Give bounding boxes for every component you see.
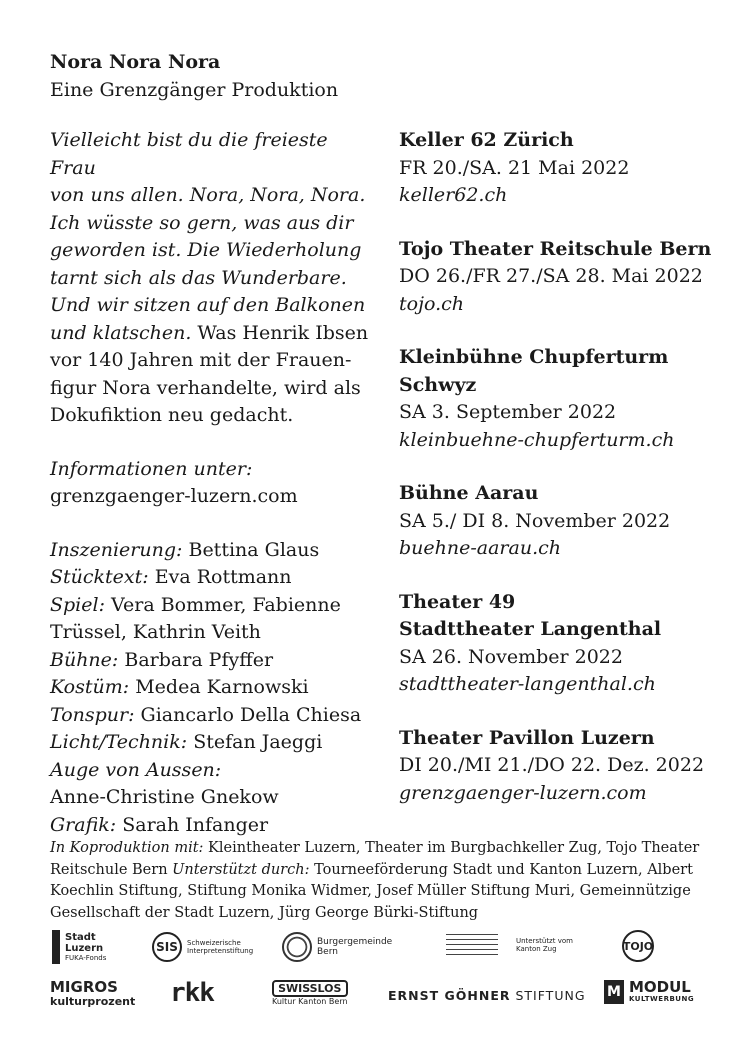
description-text: Dokufiktion neu gedacht.	[50, 404, 294, 426]
credit-role: Spiel:	[50, 593, 105, 616]
logo-text: KULTWERBUNG	[629, 995, 695, 1003]
quote-line: Vielleicht bist du die freieste Frau	[50, 129, 328, 179]
logo-text: rkk	[170, 978, 214, 1008]
credit-name: Vera Bommer, Fabienne	[104, 593, 341, 616]
credits-list	[50, 537, 370, 840]
coproduction-label: In Koproduktion mit:	[50, 840, 204, 856]
quote-line: Und wir sitzen auf den Balkonen	[50, 294, 366, 316]
venue-dates: SA 3. September 2022	[399, 401, 617, 423]
modul-logo	[604, 980, 694, 1004]
venue-list	[399, 127, 729, 833]
left-column	[50, 127, 370, 839]
quote-line: Ich wüsste so gern, was aus dir	[50, 211, 354, 234]
credit-line	[50, 702, 370, 730]
credit-role: Grafik:	[50, 813, 117, 836]
support-partners: Tourneeförderung Stadt und Kanton Luzern, Albert Koechlin Stiftung, Stiftung Monika Widmer, Josef Müller Stiftung Muri, Gemeinnützige Gesellschaft der Stadt Luzern, Jürg George Bürki-Stiftung	[50, 861, 693, 921]
venue-dates: DO 26./FR 27./SA 28. Mai 2022	[399, 265, 703, 287]
venue-name: Kleinbühne Chupferturm	[399, 346, 669, 368]
info-block	[50, 456, 370, 511]
sis-icon: SIS	[152, 932, 182, 962]
info-label: Informationen unter:	[50, 457, 253, 480]
credit-name: Bettina Glaus	[182, 538, 320, 561]
credit-role: Auge von Aussen:	[50, 758, 222, 781]
credit-line	[50, 812, 370, 840]
coproduction-partners: Kleintheater Luzern, Theater im Burgbachkeller Zug, Tojo Theater Reitschule Bern	[50, 840, 700, 878]
venue-url[interactable]: tojo.ch	[399, 292, 464, 315]
venue-url[interactable]: keller62.ch	[399, 184, 508, 206]
logo-text: Burgergemeinde	[317, 937, 393, 947]
stadt-luzern-icon	[52, 930, 60, 964]
credit-line	[50, 592, 370, 620]
info-url[interactable]: grenzgaenger-luzern.com	[50, 485, 298, 507]
quote-line: und klatschen.	[50, 321, 192, 344]
credit-role: Kostüm:	[50, 676, 130, 698]
tojo-logo	[622, 930, 654, 962]
logo-text: Schweizerische	[187, 939, 241, 947]
ernst-goehner-logo	[388, 988, 586, 1003]
credit-name: Barbara Pfyffer	[118, 648, 274, 671]
venue-name: Keller 62 Zürich	[399, 129, 574, 151]
venue-name: Stadttheater Langenthal	[399, 618, 662, 640]
venue-dates: SA 26. November 2022	[399, 645, 623, 668]
quote-line: tarnt sich als das Wunderbare.	[50, 266, 347, 289]
venue-name: Theater 49	[399, 590, 516, 613]
logo-text: MIGROS	[50, 978, 118, 996]
description-text: figur Nora verhandelte, wird als	[50, 376, 361, 399]
burgergemeinde-seal-icon	[282, 932, 312, 962]
credit-name: Medea Karnowski	[129, 676, 309, 698]
logo-text: Bern	[317, 947, 338, 957]
venue-entry	[399, 589, 729, 699]
quote-line: geworden ist. Die Wiederholung	[50, 239, 362, 261]
venue-entry	[399, 725, 729, 808]
logo-text: Unterstützt vom	[516, 937, 573, 945]
logo-text: ERNST GÖHNER	[388, 988, 511, 1003]
credit-name: Giancarlo Della Chiesa	[134, 703, 362, 726]
venue-entry	[399, 127, 729, 210]
logo-text: SWISSLOS	[272, 980, 348, 997]
venue-entry	[399, 480, 729, 563]
credit-role: Stücktext:	[50, 566, 149, 588]
venue-dates: DI 20./MI 21./DO 22. Dez. 2022	[399, 754, 705, 776]
swisslos-logo	[272, 980, 348, 1007]
credit-line	[50, 729, 370, 757]
credit-name: Anne-Christine Gnekow	[50, 786, 279, 808]
venue-name: Schwyz	[399, 373, 477, 396]
venue-dates: SA 5./ DI 8. November 2022	[399, 509, 671, 532]
logo-text: FUKA-Fonds	[65, 954, 107, 962]
quote-line: von uns allen. Nora, Nora, Nora.	[50, 184, 366, 206]
venue-name: Tojo Theater Reitschule Bern	[399, 237, 712, 260]
credit-name: Trüssel, Kathrin Veith	[50, 621, 261, 643]
logo-text: Kanton Zug	[516, 945, 557, 953]
credit-role: Bühne:	[50, 648, 119, 671]
production-title: Nora Nora Nora	[50, 51, 221, 73]
coproduction-text	[50, 838, 710, 924]
quote-paragraph	[50, 127, 370, 430]
logo-text: kulturprozent	[50, 995, 136, 1008]
migros-logo	[50, 980, 135, 1008]
description-text: vor 140 Jahren mit der Frauen-	[50, 349, 352, 371]
production-title-block	[50, 48, 338, 104]
kanton-zug-logo	[446, 934, 573, 956]
tojo-icon: TOJO	[622, 930, 654, 962]
venue-url[interactable]: buehne-aarau.ch	[399, 537, 562, 559]
venue-dates: FR 20./SA. 21 Mai 2022	[399, 156, 630, 179]
description-text: Was Henrik Ibsen	[191, 321, 369, 344]
kanton-zug-icon	[446, 934, 498, 956]
production-subtitle: Eine Grenzgänger Produktion	[50, 79, 339, 101]
credit-role: Licht/Technik:	[50, 731, 188, 753]
logo-text: Stadt	[65, 932, 96, 943]
modul-icon: M	[604, 980, 624, 1004]
credit-line	[50, 537, 370, 565]
stadt-luzern-logo	[52, 930, 106, 964]
support-label: Unterstützt durch:	[172, 861, 310, 878]
logo-text: Kultur Kanton Bern	[272, 997, 348, 1006]
sponsor-logos	[48, 928, 708, 1028]
credit-line	[50, 784, 370, 812]
venue-name: Bühne Aarau	[399, 482, 539, 504]
credit-name: Stefan Jaeggi	[187, 731, 323, 753]
credit-line	[50, 674, 370, 702]
credit-line	[50, 564, 370, 592]
logo-text: STIFTUNG	[510, 988, 586, 1003]
venue-entry	[399, 344, 729, 454]
venue-entry	[399, 236, 729, 319]
sis-logo	[152, 932, 253, 962]
burgergemeinde-logo	[282, 932, 392, 962]
logo-text: Interpretenstiftung	[187, 947, 254, 955]
credit-line	[50, 619, 370, 647]
venue-url[interactable]: grenzgaenger-luzern.com	[399, 781, 647, 804]
credit-role: Tonspur:	[50, 703, 135, 726]
venue-name: Theater Pavillon Luzern	[399, 726, 655, 749]
logo-text: MODUL	[629, 978, 691, 996]
venue-url[interactable]: stadttheater-langenthal.ch	[399, 673, 656, 695]
credit-name: Eva Rottmann	[148, 566, 292, 588]
logo-text: Luzern	[65, 943, 104, 954]
rkk-logo	[170, 978, 214, 1008]
credit-role: Inszenierung:	[50, 538, 183, 561]
venue-url[interactable]: kleinbuehne-chupferturm.ch	[399, 428, 675, 451]
credit-line	[50, 757, 370, 785]
credit-line	[50, 647, 370, 675]
credit-name: Sarah Infanger	[116, 813, 269, 836]
